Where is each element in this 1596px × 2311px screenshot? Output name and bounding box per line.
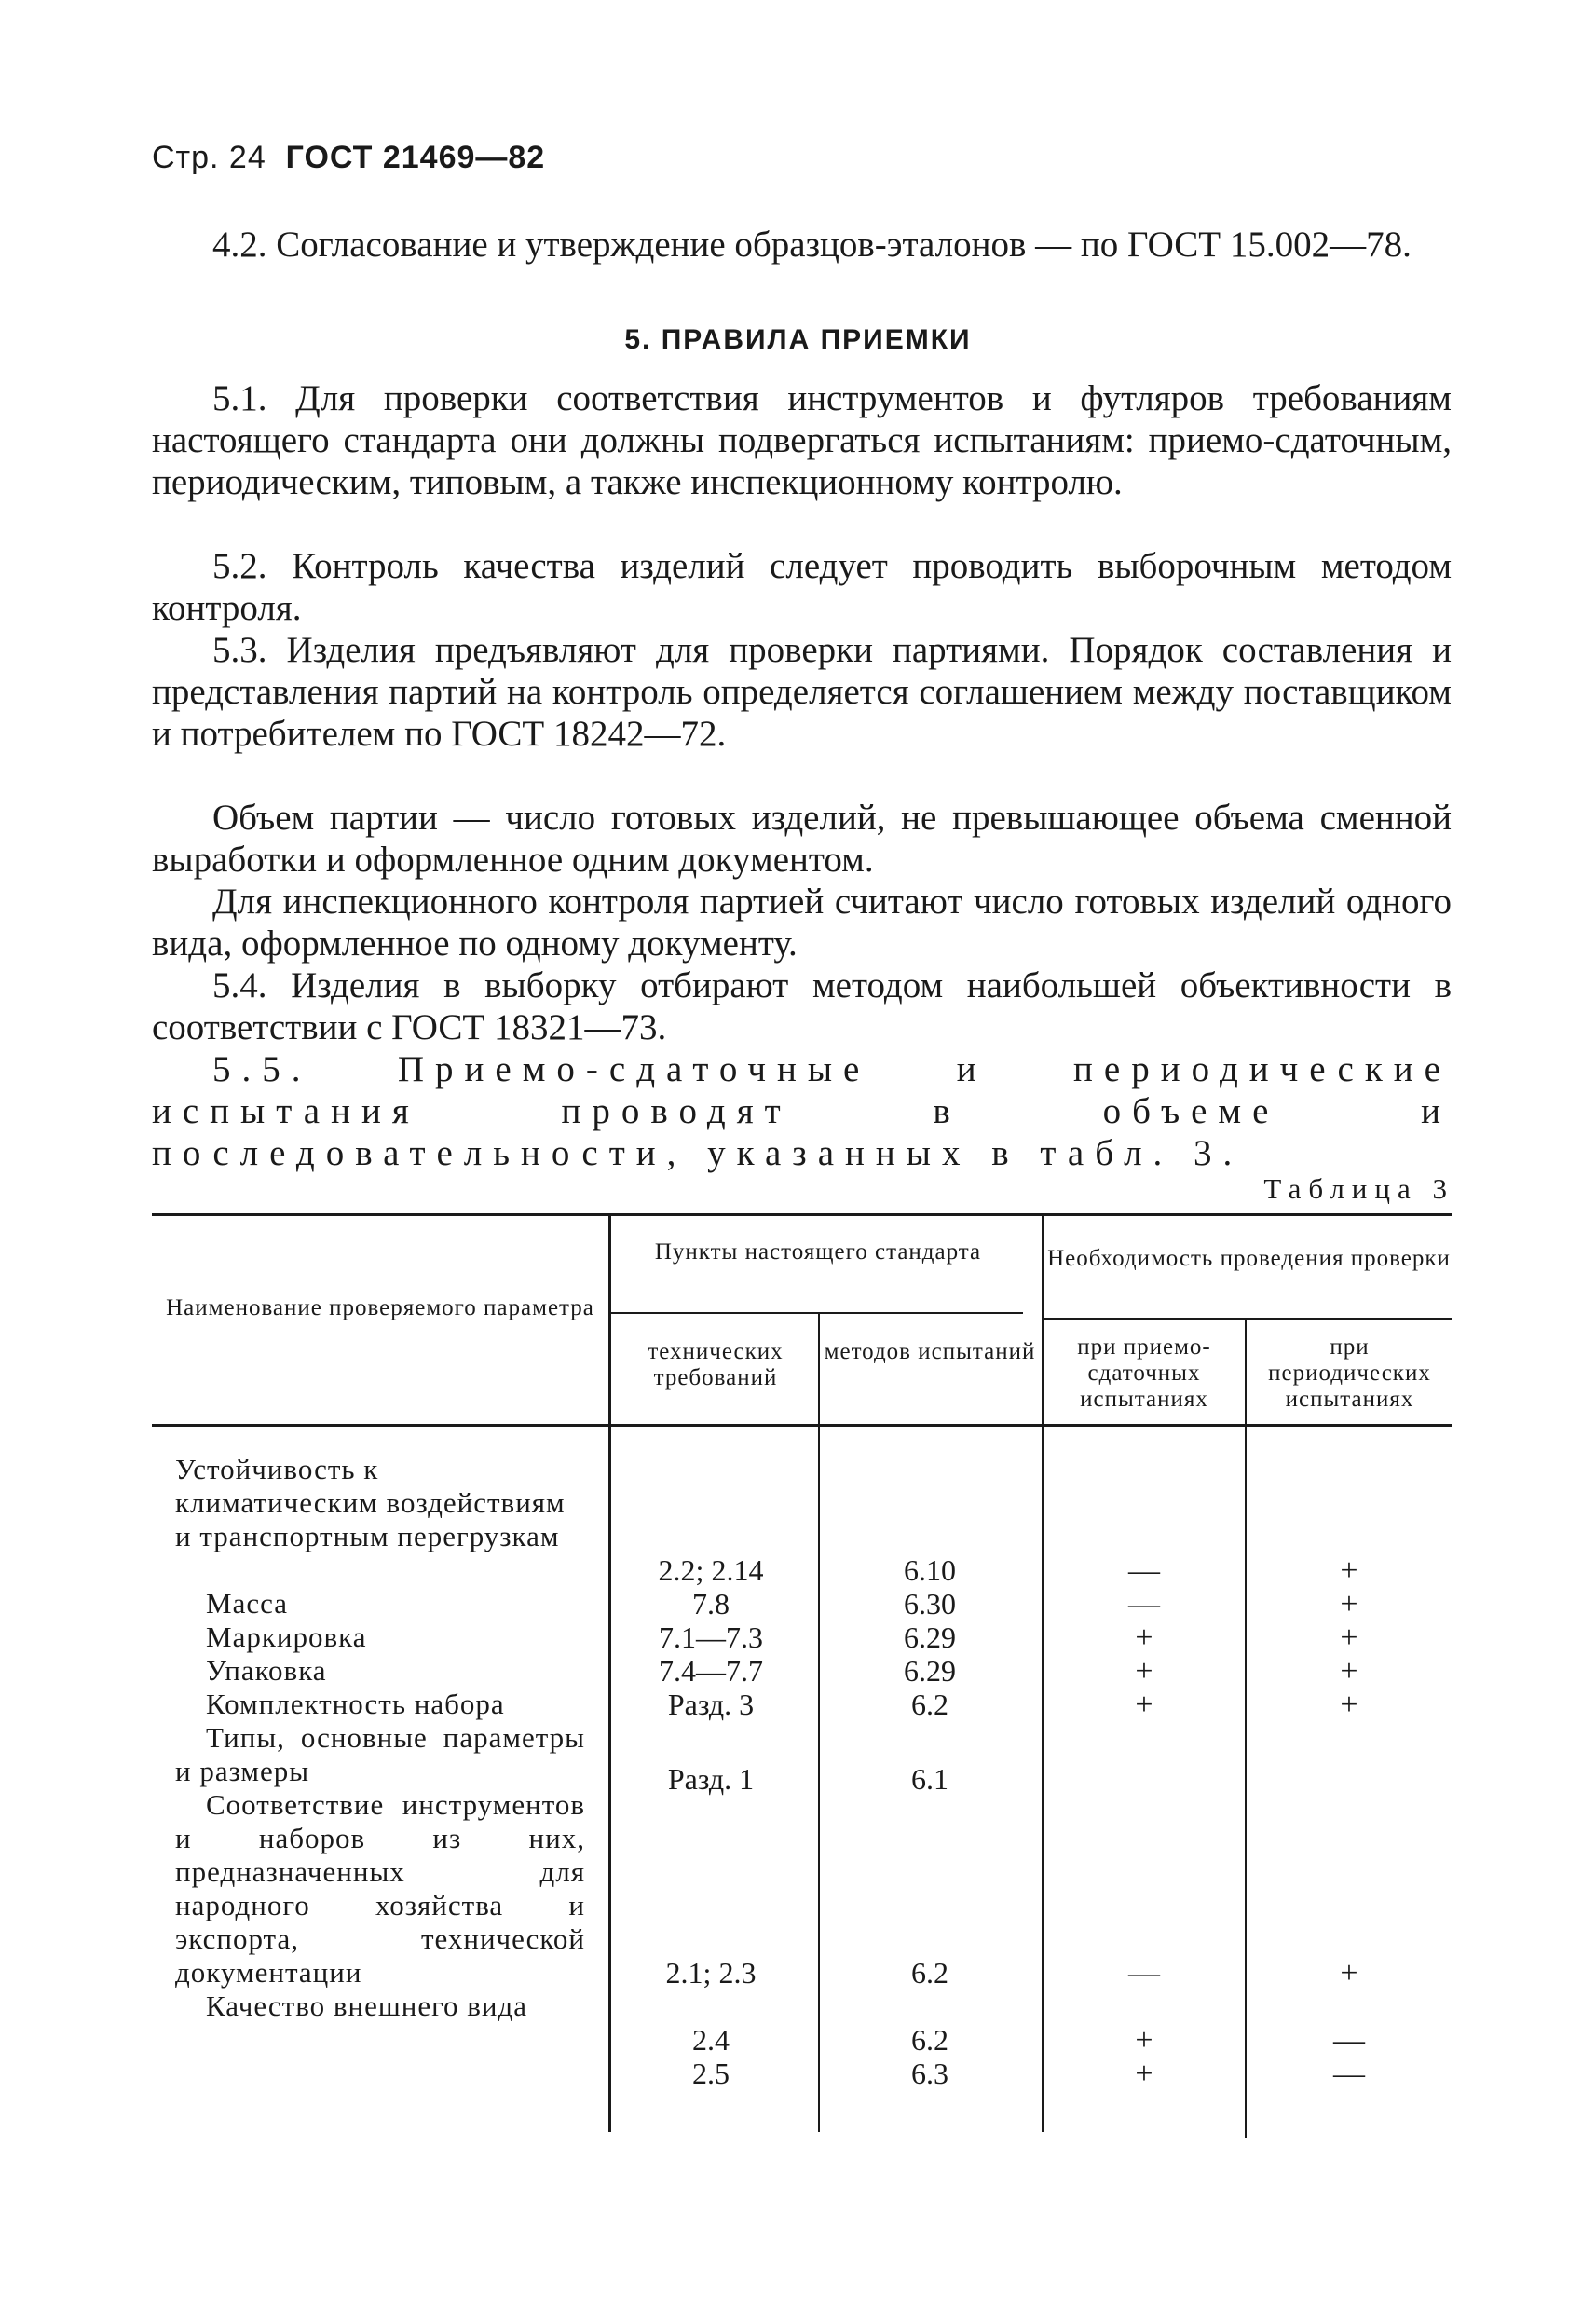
periodic-mark: +	[1340, 1654, 1358, 1689]
periodic-mark: —	[1333, 2023, 1365, 2058]
table-3	[152, 1213, 1452, 2143]
method-cell: 6.1	[911, 1762, 948, 1796]
header-param: Наименование проверяемого параметра	[166, 1295, 594, 1320]
page-number: Стр. 24	[152, 140, 266, 175]
header-acceptance: при приемо-сдаточных испытаниях	[1077, 1334, 1211, 1412]
header-methods: методов испытаний	[824, 1339, 1036, 1364]
acceptance-mark: —	[1128, 1587, 1160, 1621]
paragraph-5-5: 5.5. Приемо-сдаточные и периодические испытания проводят в объеме и последовательности, указанных в табл. 3.	[152, 1049, 1452, 1173]
group-points-rule	[608, 1312, 1023, 1314]
col-divider-3	[1042, 1213, 1044, 2132]
acceptance-mark: +	[1135, 1654, 1153, 1689]
param-climatic: Устойчивость к климатическим воздействиям и транспортным перегрузкам	[175, 1453, 566, 1552]
tech-cell: Разд. 3	[667, 1688, 755, 1721]
tech-cell: 2.1; 2.3	[665, 1956, 757, 1990]
method-cell: 6.10	[904, 1553, 956, 1587]
param-types: Типы, основные параметры и размеры	[175, 1721, 585, 1787]
periodic-mark: +	[1340, 1620, 1358, 1655]
tech-cell: 7.8	[692, 1587, 730, 1620]
method-cell: 6.29	[904, 1620, 956, 1654]
periodic-mark: +	[1340, 1553, 1358, 1588]
acceptance-mark: +	[1135, 1620, 1153, 1655]
tech-cell: 7.1—7.3	[659, 1620, 763, 1654]
periodic-mark: +	[1340, 1587, 1358, 1621]
page-header	[152, 140, 545, 176]
paragraph-4-2: 4.2. Согласование и утверждение образцов-эталонов — по ГОСТ 15.002—78.	[212, 225, 1412, 265]
acceptance-mark: +	[1135, 1688, 1153, 1722]
header-bottom-rule	[152, 1424, 1452, 1427]
col-divider-4	[1245, 1318, 1247, 2138]
param-marking: Маркировка	[206, 1620, 367, 1653]
param-mass: Масса	[206, 1587, 288, 1620]
paragraph-5-2: 5.2. Контроль качества изделий следует проводить выборочным методом контроля.	[152, 546, 1452, 628]
param-conformance: Соответствие инструментов и наборов из них, предназначенных для народного хозяйства и экспорта, технической документации	[175, 1788, 585, 1989]
standard-number: ГОСТ 21469—82	[285, 140, 546, 175]
tech-cell: 2.2; 2.14	[658, 1553, 764, 1587]
tech-cell: 7.4—7.7	[659, 1654, 763, 1688]
acceptance-mark: —	[1128, 1553, 1160, 1588]
group-need-rule	[1042, 1318, 1452, 1320]
tech-cell: 2.4	[692, 2023, 730, 2057]
paragraph-5-1: 5.1. Для проверки соответствия инструментов и футляров требованиям настоящего стандарта они должны подвергаться испытаниям: приемо-сдаточным, периодическим, типовым, а также инспекционному контролю.	[152, 378, 1452, 502]
periodic-mark: +	[1340, 1688, 1358, 1722]
param-completeness: Комплектность набора	[206, 1688, 505, 1720]
method-cell: 6.2	[911, 1688, 948, 1721]
tech-cell: 2.5	[692, 2057, 730, 2090]
col-divider-2	[818, 1312, 820, 2132]
paragraph-5-3: 5.3. Изделия предъявляют для проверки партиями. Порядок составления и представления партий на контроль определяется соглашением между поставщиком и потребителем по ГОСТ 18242—72.	[152, 630, 1452, 754]
method-cell: 6.3	[911, 2057, 948, 2090]
acceptance-mark: +	[1135, 2023, 1153, 2058]
periodic-mark: +	[1340, 1956, 1358, 1990]
header-group-need: Необходимость проведения проверки	[1047, 1246, 1451, 1271]
method-cell: 6.30	[904, 1587, 956, 1620]
paragraph-inspection: Для инспекционного контроля партией считают число готовых изделий одного вида, оформленное по одному документу.	[152, 882, 1452, 964]
paragraph-lot-size: Объем партии — число готовых изделий, не превышающее объема сменной выработки и оформленное одним документом.	[152, 798, 1452, 880]
method-cell: 6.29	[904, 1654, 956, 1688]
table-caption: Таблица 3	[1263, 1172, 1454, 1205]
periodic-mark: —	[1333, 2057, 1365, 2091]
acceptance-mark: +	[1135, 2057, 1153, 2091]
method-cell: 6.2	[911, 1956, 948, 1990]
tech-cell: Разд. 1	[667, 1762, 755, 1796]
header-periodic: при периодических испытаниях	[1268, 1334, 1431, 1412]
header-tech: технических требований	[648, 1339, 784, 1390]
section-title: 5. ПРАВИЛА ПРИЕМКИ	[624, 324, 972, 355]
method-cell: 6.2	[911, 2023, 948, 2057]
param-appearance: Качество внешнего вида	[206, 1990, 528, 2022]
table-top-rule	[152, 1213, 1452, 1216]
param-packing: Упаковка	[206, 1654, 327, 1687]
paragraph-5-4: 5.4. Изделия в выборку отбирают методом наибольшей объективности в соответствии с ГОСТ 18321—73.	[152, 965, 1452, 1047]
acceptance-mark: —	[1128, 1956, 1160, 1990]
header-group-points: Пункты настоящего стандарта	[654, 1239, 982, 1265]
